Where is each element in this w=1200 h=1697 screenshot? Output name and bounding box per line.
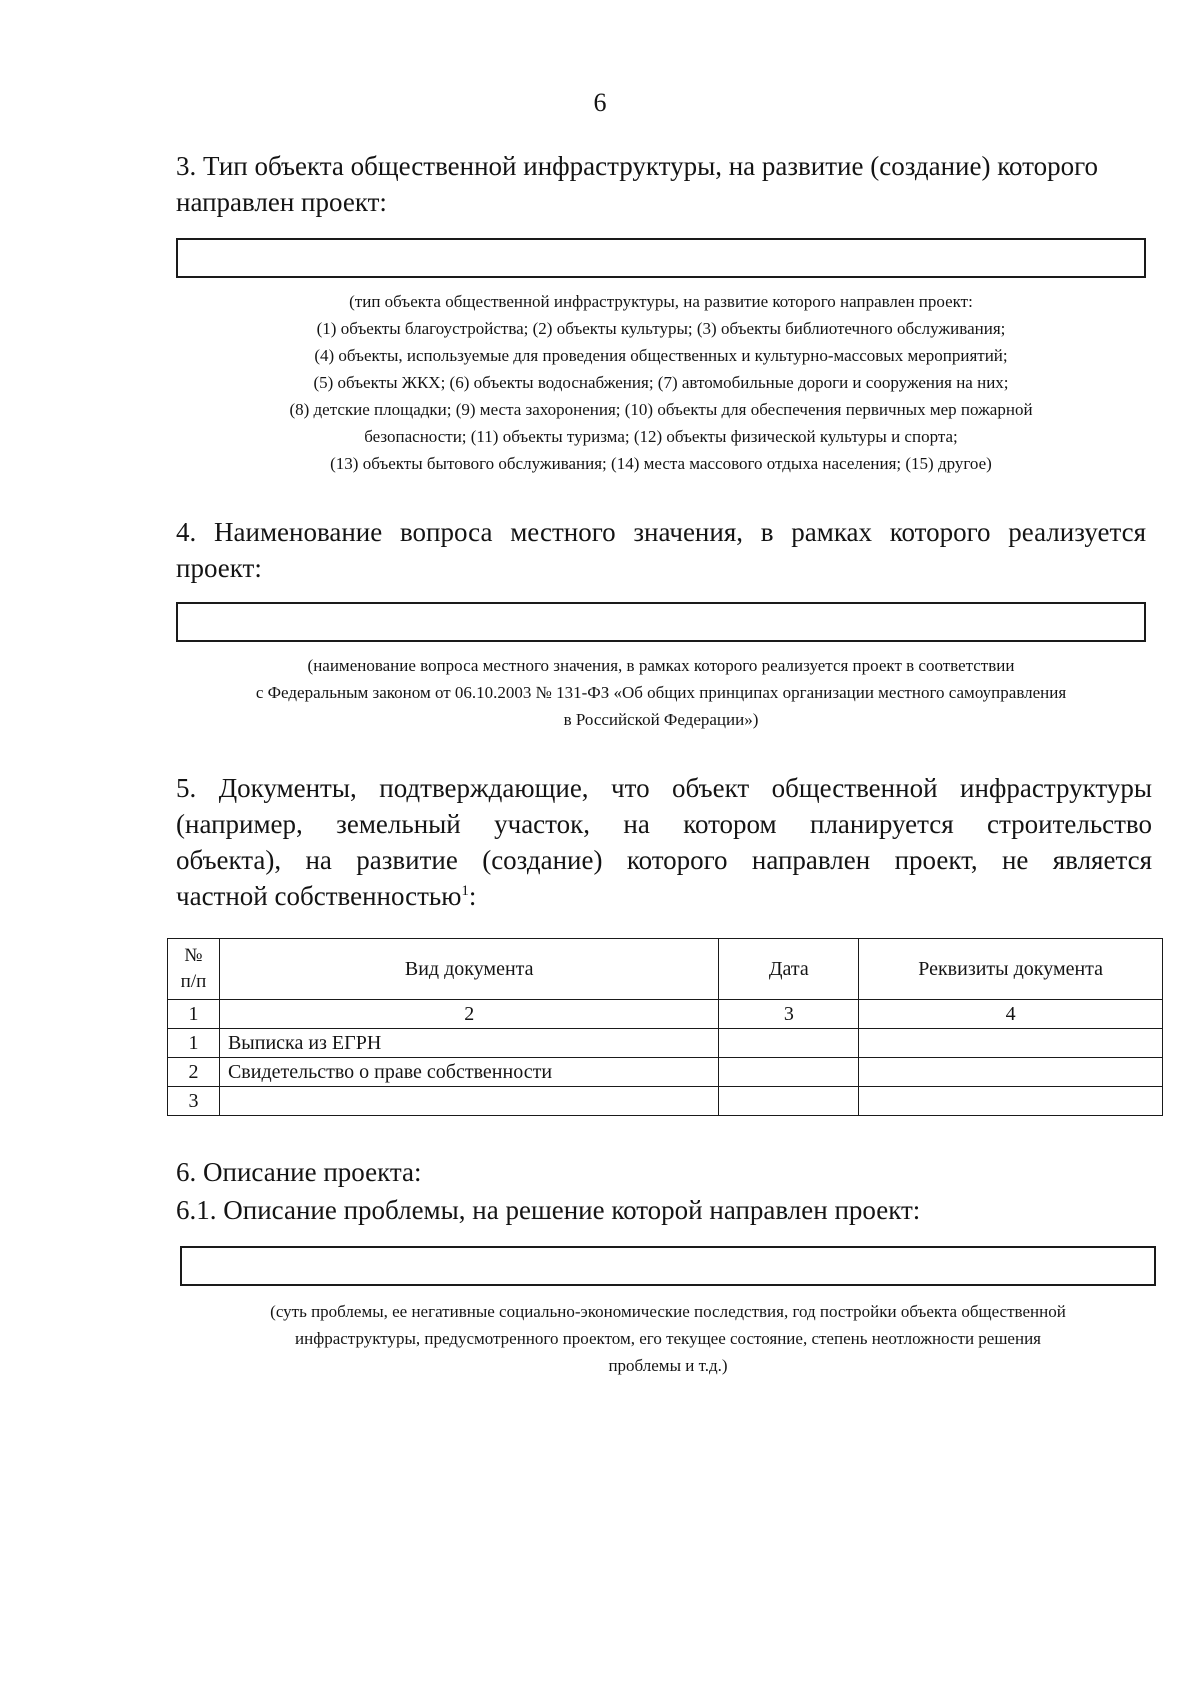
table-row — [168, 1087, 1163, 1116]
local-issue-field[interactable] — [176, 602, 1146, 642]
hint-line: в Российской Федерации») — [563, 710, 759, 729]
section-6-1-heading-line: 6.1. Описание проблемы, на решение которой направлен проект: — [176, 1195, 921, 1225]
object-type-hint — [176, 288, 1146, 477]
section-6-heading-line: 6. Описание проекта: — [176, 1157, 422, 1187]
section-3-heading — [176, 148, 1146, 220]
header-number-line: п/п — [180, 971, 207, 992]
table-row — [168, 1058, 1163, 1087]
table-row — [168, 1029, 1163, 1058]
hint-line: (4) объекты, используемые для проведения общественных и культурно-массовых мероприятий; — [314, 346, 1008, 365]
section-5-heading-last-line — [176, 878, 1152, 914]
column-number: 2 — [219, 1000, 718, 1029]
header-number — [168, 939, 220, 1000]
section-6-heading — [176, 1154, 1146, 1228]
hint-line: (суть проблемы, ее негативные социально-экономические последствия, год постройки объекта общественной — [270, 1302, 1066, 1321]
hint-line: (8) детские площадки; (9) места захоронения; (10) объекты для обеспечения первичных мер пожарной — [289, 400, 1033, 419]
section-5-heading-line: 5. Документы, подтверждающие, что объект общественной инфраструктуры — [176, 773, 1152, 803]
column-number: 3 — [719, 1000, 859, 1029]
date-cell[interactable] — [719, 1058, 859, 1087]
header-date: Дата — [719, 939, 859, 1000]
footnote-mark: 1 — [461, 883, 469, 899]
doc-type-cell[interactable] — [219, 1087, 718, 1116]
section-5-heading — [176, 770, 1152, 914]
header-doc-type: Вид документа — [219, 939, 718, 1000]
local-issue-hint — [176, 652, 1146, 733]
section-3-heading-line: 3. Тип объекта общественной инфраструктуры, на развитие (создание) которого — [176, 151, 1098, 181]
date-cell[interactable] — [719, 1087, 859, 1116]
problem-description-field[interactable] — [180, 1246, 1156, 1286]
header-number-line: № — [184, 945, 203, 966]
hint-line: (тип объекта общественной инфраструктуры, на развитие которого направлен проект: — [349, 292, 973, 311]
problem-description-hint — [180, 1298, 1156, 1379]
section-5-heading-line: (например, земельный участок, на котором планируется строительство — [176, 809, 1152, 839]
row-number: 2 — [168, 1058, 220, 1087]
section-5-heading-colon: : — [468, 881, 477, 911]
section-4-heading-line: 4. Наименование вопроса местного значения, в рамках которого реализуется — [176, 517, 1146, 547]
column-number: 4 — [859, 1000, 1163, 1029]
table-header-row — [168, 939, 1163, 1000]
hint-line: с Федеральным законом от 06.10.2003 № 131-ФЗ «Об общих принципах организации местного самоуправления — [255, 683, 1067, 702]
section-5-heading-line: объекта), на развитие (создание) которого направлен проект, не является — [176, 845, 1152, 875]
doc-type-cell[interactable]: Выписка из ЕГРН — [219, 1029, 718, 1058]
details-cell[interactable] — [859, 1087, 1163, 1116]
row-number: 3 — [168, 1087, 220, 1116]
hint-line: (наименование вопроса местного значения, в рамках которого реализуется проект в соответствии — [307, 656, 1015, 675]
row-number: 1 — [168, 1029, 220, 1058]
details-cell[interactable] — [859, 1058, 1163, 1087]
hint-line: (13) объекты бытового обслуживания; (14) места массового отдыха населения; (15) другое) — [330, 454, 992, 473]
section-5-heading-text: частной собственностью — [176, 881, 462, 911]
hint-line: проблемы и т.д.) — [608, 1356, 728, 1375]
date-cell[interactable] — [719, 1029, 859, 1058]
section-4-heading-line: проект: — [176, 553, 262, 583]
hint-line: безопасности; (11) объекты туризма; (12) объекты физической культуры и спорта; — [364, 427, 958, 446]
section-4-heading — [176, 514, 1146, 586]
header-details: Реквизиты документа — [859, 939, 1163, 1000]
page-number: 6 — [593, 88, 607, 117]
hint-line: (1) объекты благоустройства; (2) объекты культуры; (3) объекты библиотечного обслуживания; — [316, 319, 1006, 338]
column-number: 1 — [168, 1000, 220, 1029]
object-type-field[interactable] — [176, 238, 1146, 278]
documents-table — [167, 938, 1163, 1116]
hint-line: инфраструктуры, предусмотренного проектом, его текущее состояние, степень неотложности решения — [295, 1329, 1041, 1348]
doc-type-cell[interactable]: Свидетельство о праве собственности — [219, 1058, 718, 1087]
details-cell[interactable] — [859, 1029, 1163, 1058]
section-3-heading-line: направлен проект: — [176, 187, 387, 217]
hint-line: (5) объекты ЖКХ; (6) объекты водоснабжения; (7) автомобильные дороги и сооружения на них; — [313, 373, 1009, 392]
column-numbers-row — [168, 1000, 1163, 1029]
